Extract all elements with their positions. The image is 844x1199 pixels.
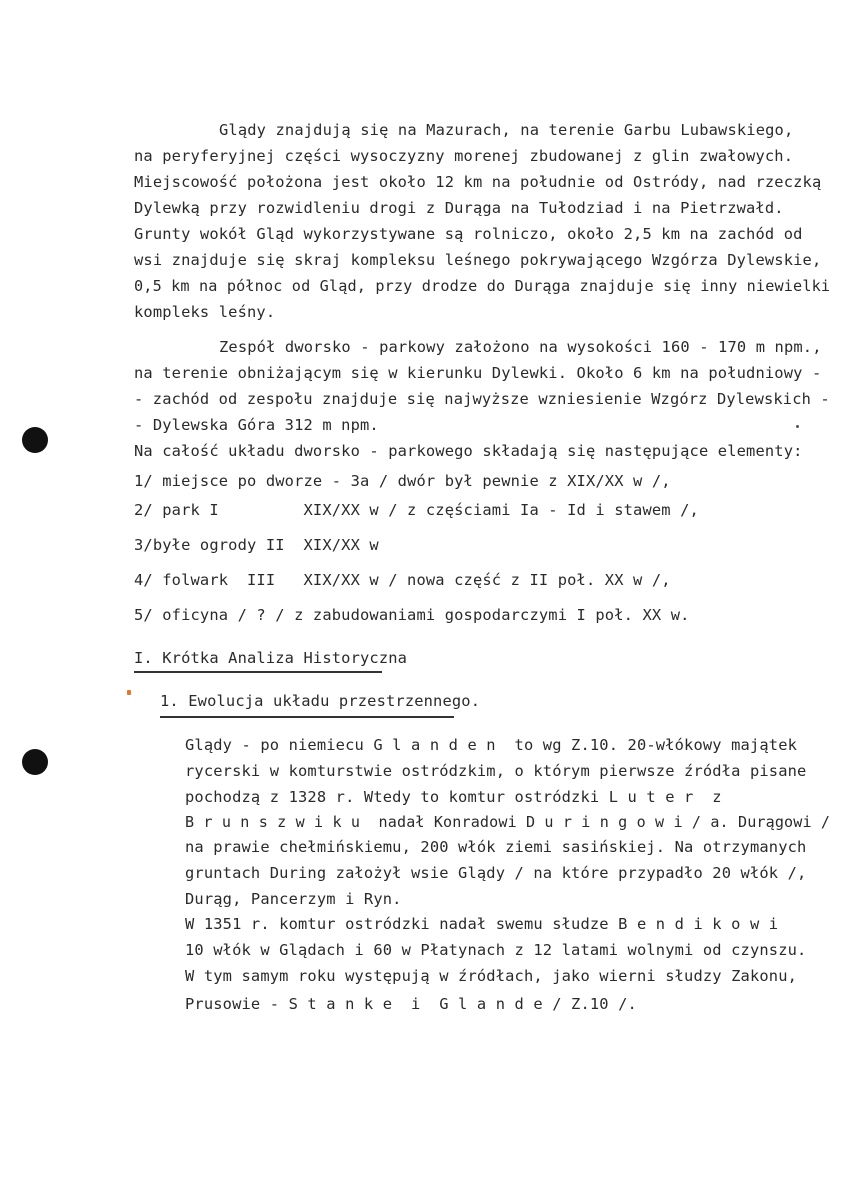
paragraph-2-line: Zespół dworsko - parkowy założono na wysokości 160 - 170 m npm., — [219, 338, 822, 356]
paragraph-4-line: W tym samym roku występują w źródłach, jako wierni słudzy Zakonu, — [185, 967, 798, 985]
paragraph-1-line: Grunty wokół Gląd wykorzystywane są rolniczo, około 2,5 km na zachód od — [134, 225, 803, 243]
paragraph-3-line: na prawie chełmińskiemu, 200 włók ziemi sasińskiej. Na otrzymanych — [185, 838, 807, 856]
punch-hole-bottom — [22, 749, 48, 775]
paragraph-1-line: Dylewką przy rozwidleniu drogi z Durąga na Tułodziad i na Pietrzwałd. — [134, 199, 784, 217]
paragraph-4-line: Prusowie - S t a n k e i G l a n d e / Z.10 /. — [185, 995, 637, 1013]
paragraph-3-line: Durąg, Pancerzym i Ryn. — [185, 890, 402, 908]
paragraph-1-line: kompleks leśny. — [134, 303, 276, 321]
paragraph-3-line: rycerski w komturstwie ostródzkim, o którym pierwsze źródła pisane — [185, 762, 807, 780]
margin-mark — [127, 690, 131, 695]
elements-list-item: 4/ folwark III XIX/XX w / nowa część z II poł. XX w /, — [134, 571, 671, 589]
elements-list-item: 3/byłe ogrody II XIX/XX w — [134, 536, 379, 554]
margin-dot — [796, 425, 799, 428]
paragraph-2-line: na terenie obniżającym się w kierunku Dylewki. Około 6 km na południowy - — [134, 364, 822, 382]
elements-intro: Na całość układu dworsko - parkowego składają się następujące elementy: — [134, 442, 803, 460]
paragraph-1-line: Glądy znajdują się na Mazurach, na terenie Garbu Lubawskiego, — [219, 121, 794, 139]
paragraph-1-line: Miejscowość położona jest około 12 km na południe od Ostródy, nad rzeczką — [134, 173, 822, 191]
subsection-heading: 1. Ewolucja układu przestrzennego. — [160, 692, 481, 710]
paragraph-2-line: - zachód od zespołu znajduje się najwyższe wzniesienie Wzgórz Dylewskich - — [134, 390, 830, 408]
paragraph-3-line: Glądy - po niemiecu G l a n d e n to wg Z.10. 20-włókowy majątek — [185, 736, 798, 754]
section-heading: I. Krótka Analiza Historyczna — [134, 649, 408, 667]
paragraph-4-line: W 1351 r. komtur ostródzki nadał swemu słudze B e n d i k o w i — [185, 915, 779, 933]
elements-list-item: 1/ miejsce po dworze - 3a / dwór był pewnie z XIX/XX w /, — [134, 472, 671, 490]
paragraph-4-line: 10 włók w Glądach i 60 w Płatynach z 12 latami wolnymi od czynszu. — [185, 941, 807, 959]
paragraph-3-line: gruntach During założył wsie Glądy / na które przypadło 20 włók /, — [185, 864, 807, 882]
paragraph-1-line: wsi znajduje się skraj kompleksu leśnego pokrywającego Wzgórza Dylewskie, — [134, 251, 822, 269]
section-heading-underline — [134, 671, 382, 673]
punch-hole-top — [22, 427, 48, 453]
elements-list-item: 5/ oficyna / ? / z zabudowaniami gospodarczymi I poł. XX w. — [134, 606, 690, 624]
paragraph-3-line: pochodzą z 1328 r. Wtedy to komtur ostródzki L u t e r z — [185, 788, 722, 806]
elements-list-item: 2/ park I XIX/XX w / z częściami Ia - Id i stawem /, — [134, 501, 699, 519]
paragraph-1-line: 0,5 km na północ od Gląd, przy drodze do Durąga znajduje się inny niewielki — [134, 277, 831, 295]
paragraph-1-line: na peryferyjnej części wysoczyzny morenej zbudowanej z glin zwałowych. — [134, 147, 794, 165]
paragraph-2-line: - Dylewska Góra 312 m npm. — [134, 416, 379, 434]
paragraph-3-line: B r u n s z w i k u nadał Konradowi D u r i n g o w i / a. Durągowi / — [185, 813, 831, 831]
subsection-heading-underline — [160, 716, 454, 718]
